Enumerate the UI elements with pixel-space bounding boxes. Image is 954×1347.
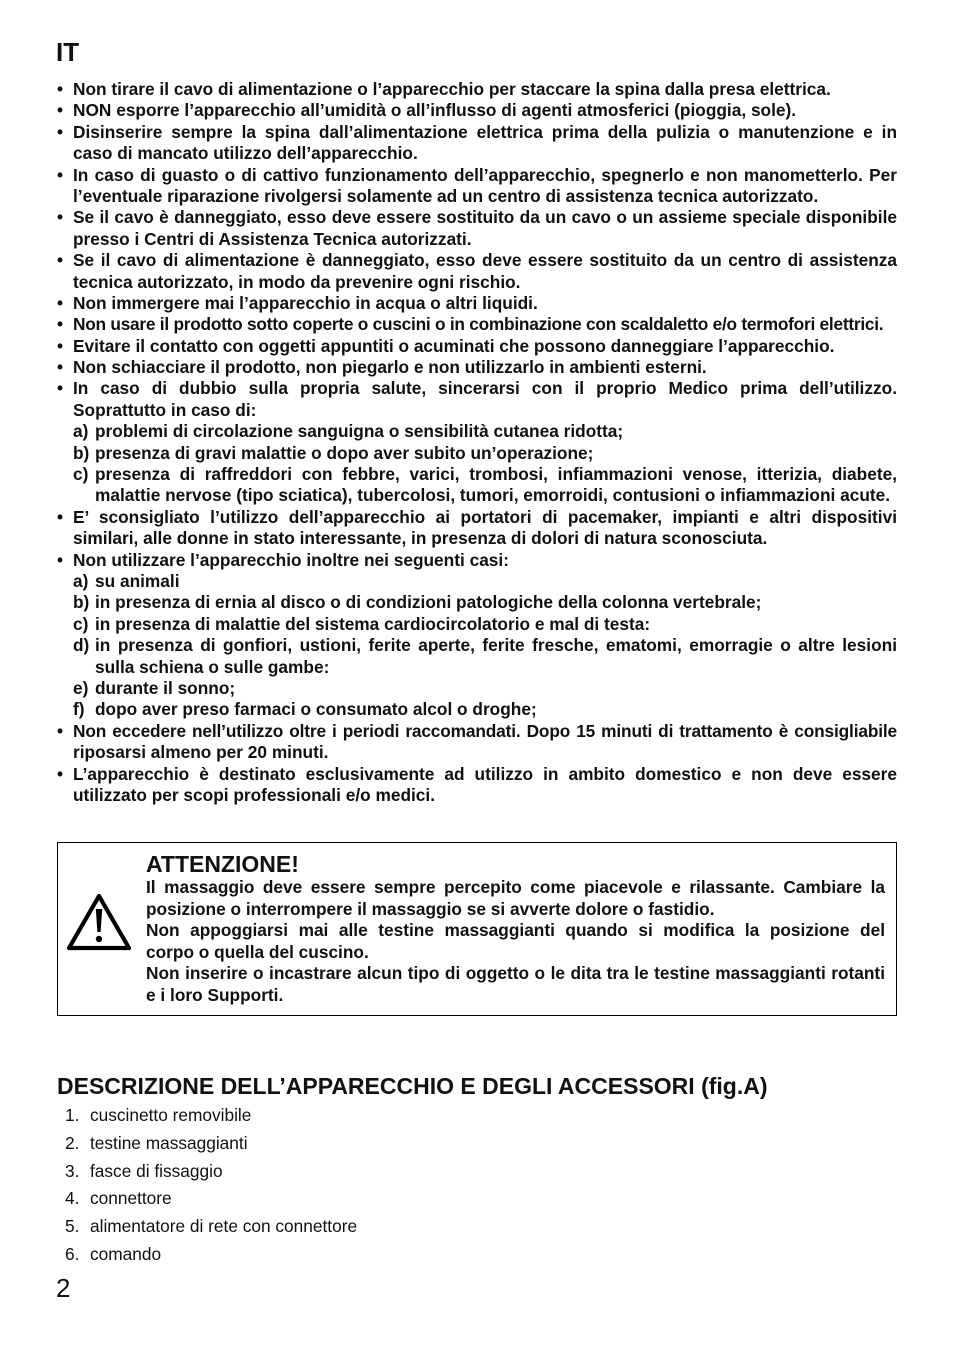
- warning-triangle-icon: [66, 892, 132, 952]
- item-number: 3.: [65, 1160, 80, 1181]
- safety-item: [57, 550, 897, 721]
- sub-item: [73, 699, 897, 720]
- text-line: posizione o interrompere il massaggio se si avverte dolore o fastidio.: [146, 898, 715, 919]
- text-line: NON esporre l’apparecchio all’umidità o all’influsso di agenti atmosferici (pioggia, sole).: [73, 100, 797, 121]
- safety-item: [57, 79, 897, 100]
- item-text: connettore: [90, 1188, 172, 1209]
- bullet-marker: •: [57, 100, 64, 121]
- text-line: Se il cavo di alimentazione è danneggiato, esso deve essere sostituito da un centro di assistenza: [73, 250, 897, 271]
- safety-item-text: [73, 314, 897, 335]
- item-text: fasce di fissaggio: [90, 1160, 223, 1181]
- component-list: [65, 1102, 357, 1269]
- safety-item-text: [73, 764, 897, 807]
- bullet-marker: •: [57, 314, 64, 335]
- sub-item: [73, 443, 897, 464]
- item-text: cuscinetto removibile: [90, 1105, 252, 1125]
- text-line: su animali: [95, 570, 180, 591]
- text-line: malattie nervose (tipo sciatica), tubercolosi, tumori, emorroidi, contusioni o infiammazioni acute.: [95, 485, 891, 506]
- item-text: alimentatore di rete con connettore: [90, 1216, 358, 1237]
- safety-item-text: [73, 79, 897, 100]
- text-line: Il massaggio deve essere sempre percepito come piacevole e rilassante. Cambiare la: [146, 877, 885, 897]
- sub-item-label: b): [73, 442, 90, 463]
- sub-item: [73, 592, 897, 613]
- list-item: [65, 1130, 357, 1158]
- safety-item: [57, 764, 897, 807]
- sub-item: [73, 421, 897, 442]
- safety-item: [57, 122, 897, 165]
- text-line: similari, alle donne in stato interessante, in presenza di dolori di natura sconosciuta.: [73, 528, 768, 549]
- sub-item: [73, 614, 897, 635]
- safety-item-text: [73, 721, 897, 764]
- text-line: l’eventuale riparazione rivolgersi solamente ad un centro di assistenza tecnica autorizzato.: [73, 185, 819, 206]
- warning-box: [57, 842, 897, 1016]
- sub-item-text: [95, 699, 897, 720]
- safety-item: [57, 378, 897, 506]
- bullet-marker: •: [57, 250, 64, 271]
- bullet-marker: •: [57, 763, 64, 784]
- text-line: sulla schiena o sulle gambe:: [95, 656, 330, 677]
- sub-item-text: [95, 571, 897, 592]
- text-line: tecnica autorizzato, in modo da prevenire ogni rischio.: [73, 271, 521, 292]
- warning-body: [146, 877, 885, 1006]
- text-line: presso i Centri di Assistenza Tecnica autorizzati.: [73, 228, 472, 249]
- safety-item-text: [73, 357, 897, 378]
- sub-item-label: a): [73, 570, 89, 591]
- safety-item-text: [73, 100, 897, 121]
- text-line: caso di mancato utilizzo dell’apparecchio.: [73, 143, 418, 164]
- safety-item: [57, 207, 897, 250]
- safety-item: [57, 721, 897, 764]
- text-line: Se il cavo è danneggiato, esso deve essere sostituito da un cavo o un assieme speciale disponibile: [73, 207, 897, 228]
- safety-item: [57, 293, 897, 314]
- sub-item-text: [95, 678, 897, 699]
- text-line: riposarsi almeno per 20 minuti.: [73, 742, 329, 763]
- item-number: 2.: [65, 1132, 80, 1153]
- sub-item: [73, 464, 897, 507]
- warning-title: ATTENZIONE!: [146, 851, 299, 877]
- item-number: 5.: [65, 1216, 80, 1237]
- text-line: Non immergere mai l’apparecchio in acqua o altri liquidi.: [73, 292, 538, 313]
- safety-item-text: [73, 122, 897, 165]
- sub-item-label: d): [73, 635, 90, 656]
- bullet-marker: •: [57, 335, 64, 356]
- text-line: Disinserire sempre la spina dall’alimentazione elettrica prima della pulizia o manutenzione e in: [73, 121, 897, 142]
- bullet-marker: •: [57, 121, 64, 142]
- sub-item: [73, 571, 897, 592]
- text-line: Soprattutto in caso di:: [73, 399, 257, 420]
- list-item: [65, 1102, 357, 1130]
- safety-item-text: [73, 207, 897, 250]
- text-line: in presenza di malattie del sistema cardiocircolatorio e mal di testa:: [95, 613, 651, 634]
- text-line: problemi di circolazione sanguigna o sensibilità cutanea ridotta;: [95, 421, 624, 442]
- text-line: In caso di dubbio sulla propria salute, sincerarsi con il proprio Medico prima dell’utilizzo.: [73, 378, 897, 399]
- bullet-marker: •: [57, 506, 64, 527]
- sub-item-label: b): [73, 592, 90, 613]
- bullet-marker: •: [57, 79, 64, 99]
- safety-item: [57, 100, 897, 121]
- language-tag: IT: [56, 37, 80, 67]
- safety-item-text: [73, 293, 897, 314]
- item-number: 1.: [65, 1105, 80, 1125]
- sub-item-label: c): [73, 464, 89, 485]
- text-line: presenza di raffreddori con febbre, varici, trombosi, infiammazioni venose, itterizia, diabete,: [95, 464, 897, 485]
- list-item: [65, 1158, 357, 1186]
- item-text: testine massaggianti: [90, 1132, 248, 1153]
- text-line: utilizzato per scopi professionali e/o medici.: [73, 784, 436, 805]
- bullet-marker: •: [57, 357, 64, 378]
- text-line: Non utilizzare l’apparecchio inoltre nei seguenti casi:: [73, 549, 509, 570]
- sub-item-text: [95, 592, 897, 613]
- text-line: corpo o quella del cuscino.: [146, 941, 369, 962]
- text-line: in presenza di ernia al disco o di condizioni patologiche della colonna vertebrale;: [95, 592, 762, 613]
- item-number: 4.: [65, 1188, 80, 1209]
- text-line: e i loro Supporti.: [146, 984, 284, 1005]
- bullet-marker: •: [57, 378, 64, 399]
- sub-item-text: [95, 635, 897, 678]
- text-line: Evitare il contatto con oggetti appuntiti o acuminati che possono danneggiare l’apparecchio.: [73, 335, 835, 356]
- bullet-marker: •: [57, 207, 64, 228]
- text-line: durante il sonno;: [95, 677, 236, 698]
- safety-item-text: [73, 550, 897, 721]
- item-text: comando: [90, 1243, 162, 1264]
- sub-item-text: [95, 464, 897, 507]
- list-item: [65, 1213, 357, 1241]
- text-line: Non eccedere nell’utilizzo oltre i periodi raccomandati. Dopo 15 minuti di trattamento è consigliabile: [73, 720, 897, 741]
- bullet-marker: •: [57, 292, 64, 313]
- safety-item: [57, 165, 897, 208]
- text-line: presenza di gravi malattie o dopo aver subito un’operazione;: [95, 442, 594, 463]
- safety-item-text: [73, 336, 897, 357]
- text-line: dopo aver preso farmaci o consumato alcol o droghe;: [95, 699, 537, 720]
- list-item: [65, 1241, 357, 1269]
- sub-item-text: [95, 421, 897, 442]
- safety-item-text: [73, 378, 897, 506]
- text-line: Non appoggiarsi mai alle testine massaggianti quando si modifica la posizione del: [146, 920, 885, 940]
- text-line: L’apparecchio è destinato esclusivamente ad utilizzo in ambito domestico e non deve essere: [73, 763, 897, 784]
- safety-item-text: [73, 250, 897, 293]
- text-line: in presenza di gonfiori, ustioni, ferite aperte, ferite fresche, ematomi, emorragie o altre lesioni: [95, 635, 897, 656]
- page-number: 2: [56, 1273, 71, 1303]
- sub-item-label: f): [73, 699, 85, 720]
- sub-item-label: c): [73, 613, 89, 634]
- bullet-marker: •: [57, 549, 64, 570]
- sub-item-label: e): [73, 677, 89, 698]
- safety-list: [57, 79, 897, 806]
- sub-item-text: [95, 614, 897, 635]
- safety-item-text: [73, 507, 897, 550]
- safety-item: [57, 507, 897, 550]
- sub-item-text: [95, 443, 897, 464]
- text-line: E’ sconsigliato l’utilizzo dell’apparecchio ai portatori di pacemaker, impianti e altri dispositivi: [73, 506, 897, 527]
- safety-item: [57, 250, 897, 293]
- safety-item-text: [73, 165, 897, 208]
- safety-item: [57, 336, 897, 357]
- text-line: Non schiacciare il prodotto, non piegarlo e non utilizzarlo in ambienti esterni.: [73, 357, 707, 378]
- text-line: In caso di guasto o di cattivo funzionamento dell’apparecchio, spegnerlo e non manometterlo. Per: [73, 164, 897, 185]
- text-line: Non tirare il cavo di alimentazione o l’apparecchio per staccare la spina dalla presa elettrica.: [73, 79, 831, 99]
- sub-item: [73, 635, 897, 678]
- section-heading: DESCRIZIONE DELL’APPARECCHIO E DEGLI ACCESSORI (fig.A): [57, 1073, 768, 1099]
- safety-item: [57, 357, 897, 378]
- text-line: Non usare il prodotto sotto coperte o cuscini o in combinazione con scaldaletto e/o termofori elettrici.: [73, 314, 884, 335]
- sub-item: [73, 678, 897, 699]
- sub-item-label: a): [73, 421, 89, 442]
- bullet-marker: •: [57, 164, 64, 185]
- bullet-marker: •: [57, 720, 64, 741]
- list-item: [65, 1185, 357, 1213]
- text-line: Non inserire o incastrare alcun tipo di oggetto o le dita tra le testine massaggianti rotanti: [146, 963, 885, 983]
- safety-item: [57, 314, 897, 335]
- item-number: 6.: [65, 1243, 80, 1264]
